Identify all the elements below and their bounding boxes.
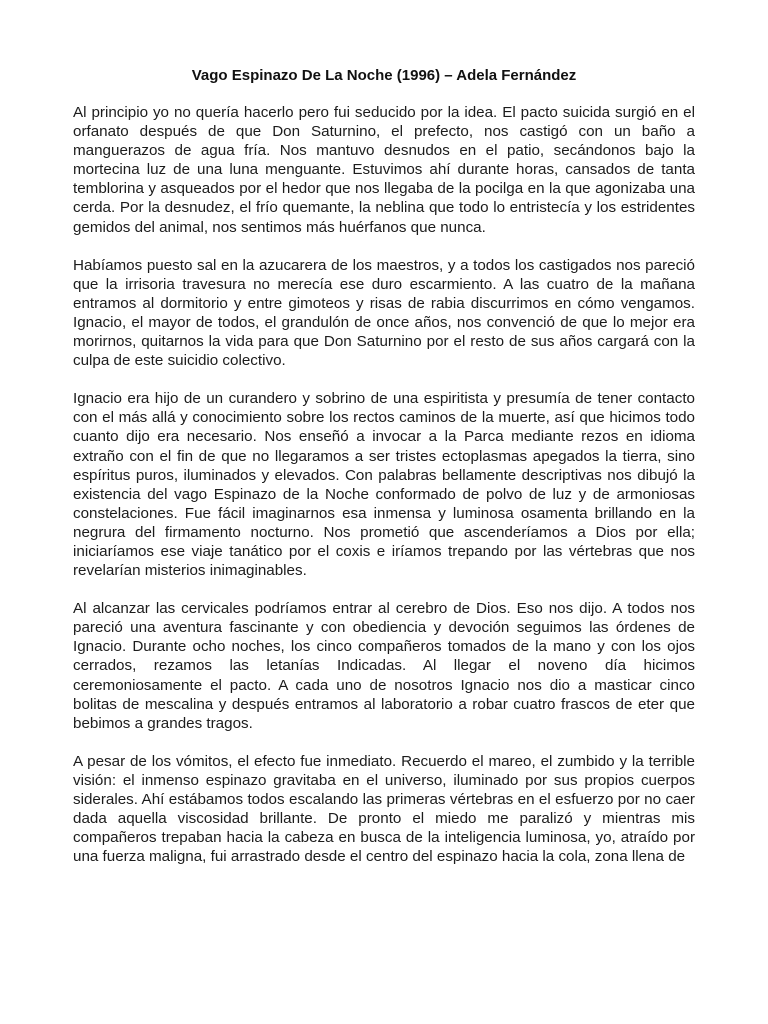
- paragraph-1: Al principio yo no quería hacerlo pero fui seducido por la idea. El pacto suicida surgió en el orfanato después de que Don Saturnino, el prefecto, nos castigó con un baño a manguerazos de agua fría. Nos mantuvo desnudos en el patio, secándonos bajo la mortecina luz de una luna menguante. Estuvimos ahí durante horas, cansados de tanta temblorina y asqueados por el hedor que nos llegaba de la pocilga en la que agonizaba una cerda. Por la desnudez, el frío quemante, la neblina que todo lo entristecía y los estridentes gemidos del animal, nos sentimos más huérfanos que nunca.: [73, 104, 695, 236]
- paragraph-5: A pesar de los vómitos, el efecto fue inmediato. Recuerdo el mareo, el zumbido y la terrible visión: el inmenso espinazo gravitaba en el universo, iluminado por sus propios cuerpos siderales. Ahí estábamos todos escalando las primeras vértebras en el esfuerzo por no caer dada aquella viscosidad brillante. De pronto el miedo me paralizó y mientras mis compañeros trepaban hacia la cabeza en busca de la inteligencia luminosa, yo, atraído por una fuerza maligna, fui arrastrado desde el centro del espinazo hacia la cola, zona llena de: [73, 752, 695, 866]
- document-title: Vago Espinazo De La Noche (1996) – Adela Fernández: [191, 67, 577, 84]
- paragraph-2: Habíamos puesto sal en la azucarera de los maestros, y a todos los castigados nos pareció que la irrisoria travesura no merecía ese duro escarmiento. A las cuatro de la mañana entramos al dormitorio y entre gimoteos y risas de rabia discurrimos en cómo vengamos. Ignacio, el mayor de todos, el grandulón de once años, nos convenció de que lo mejor era morirnos, quitarnos la vida para que Don Saturnino por el resto de sus años cargará con la culpa de este suicidio colectivo.: [73, 256, 695, 370]
- paragraph-4: Al alcanzar las cervicales podríamos entrar al cerebro de Dios. Eso nos dijo. A todos nos pareció una aventura fascinante y con obediencia y devoción seguimos las órdenes de Ignacio. Durante ocho noches, los cinco compañeros tomados de la mano y con los ojos cerrados, rezamos las letanías Indicadas. Al llegar el noveno día hicimos ceremoniosamente el pacto. A cada uno de nosotros Ignacio nos dio a masticar cinco bolitas de mescalina y después entramos al laboratorio a robar cuatro frascos de eter que bebimos a grandes tragos.: [73, 600, 695, 732]
- paragraph-3: Ignacio era hijo de un curandero y sobrino de una espiritista y presumía de tener contacto con el más allá y conocimiento sobre los rectos caminos de la muerte, así que hicimos todo cuanto dijo era necesario. Nos enseñó a invocar a la Parca mediante rezos en idioma extraño con el fin de que no llegaramos a ser tristes ectoplasmas apegados la tierra, sino espíritus puros, iluminados y elevados. Con palabras bellamente descriptivas nos dibujó la existencia del vago Espinazo de la Noche conformado de polvo de luz y de armoniosas constelaciones. Fue fácil imaginarnos esa inmensa y luminosa osamenta brillando en la negrura del firmamento nocturno. Nos prometió que ascenderíamos a Dios por ella; iniciaríamos ese viaje tanático por el coxis e iríamos trepando por las vértebras que nos revelarían misterios inimaginables.: [73, 390, 695, 580]
- document-page: [73, 66, 695, 885]
